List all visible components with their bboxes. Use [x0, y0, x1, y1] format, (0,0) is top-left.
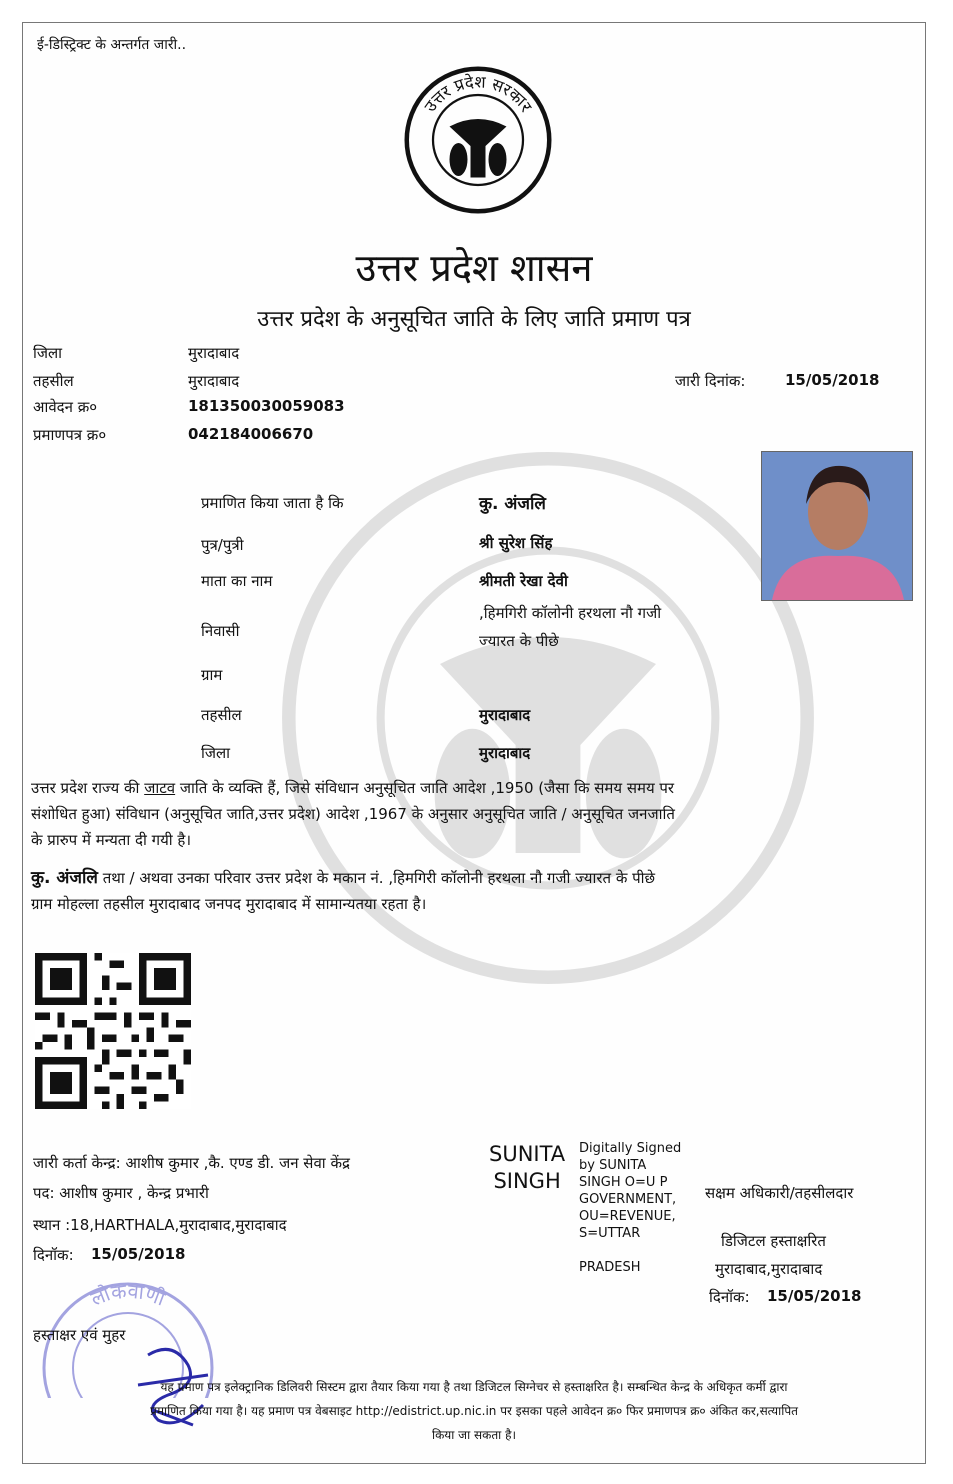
- top-note: ई-डिस्ट्रिक्ट के अन्तर्गत जारी..: [37, 37, 187, 53]
- issuer-post: पद: आशीष कुमार , केन्द्र प्रभारी: [33, 1184, 209, 1202]
- applicant-photo: [761, 451, 913, 601]
- digital-signature-details: Digitally Signed by SUNITA SINGH O=U P GOVERNMENT, OU=REVENUE, S=UTTAR PRADESH: [579, 1141, 682, 1275]
- footer-line2: प्रमाणित किया गया है। यह प्रमाण पत्र वेबसाइट http://edistrict.up.nic.in पर इसका पहले आवेदन क्र० फिर प्रमाणपत्र क्र० अंकित कर,सत्यापित: [150, 1404, 798, 1418]
- resident-label: निवासी: [201, 622, 240, 640]
- page-title: उत्तर प्रदेश शासन: [355, 246, 593, 290]
- detail-tehsil-value: मुरादाबाद: [479, 706, 531, 724]
- father-name: श्री सुरेश सिंह: [479, 534, 553, 552]
- certified-label: प्रमाणित किया जाता है कि: [201, 494, 344, 512]
- verification-note: [43, 1375, 905, 1447]
- qr-code[interactable]: [35, 953, 191, 1109]
- residence-text-line2: ग्राम मोहल्ला तहसील मुरादाबाद जनपद मुरादाबाद में सामान्यतया रहता है।: [31, 895, 427, 913]
- mother-name: श्रीमती रेखा देवी: [479, 572, 568, 590]
- detail-tehsil-label: तहसील: [201, 706, 242, 724]
- caste-name: जाटव: [144, 779, 176, 797]
- up-government-emblem: [403, 65, 553, 215]
- residence-text-line1: तथा / अथवा उनका परिवार उत्तर प्रदेश के मकान नं. ,हिमगिरी कॉलोनी हरथला नौ गजी ज्यारत के पीछे: [97, 869, 656, 887]
- mother-label: माता का नाम: [201, 572, 273, 590]
- resident-address-line1: ,हिमगिरी कॉलोनी हरथला नौ गजी: [479, 604, 662, 622]
- village-label: ग्राम: [201, 666, 223, 684]
- issue-date-value: 15/05/2018: [785, 371, 880, 389]
- application-label: आवेदन क्र०: [33, 398, 98, 416]
- resident-address-line2: ज्यारत के पीछे: [479, 632, 559, 650]
- authority-date-value: 15/05/2018: [767, 1287, 862, 1305]
- authority-title: सक्षम अधिकारी/तहसीलदार: [705, 1184, 854, 1202]
- svg-text:लोकवाणी: लोकवाणी: [87, 1278, 169, 1311]
- caste-declaration: [31, 775, 917, 853]
- application-number: 181350030059083: [188, 397, 345, 415]
- footer-line1: यह प्रमाण पत्र इलेक्ट्रानिक डिलिवरी सिस्टम द्वारा तैयार किया गया है तथा डिजिटल सिग्नेचर से हस्ताक्षरित है। सम्बन्धित केन्द्र के अधिकृत कर्मी द्वारा: [160, 1380, 788, 1394]
- certificate-subtitle: उत्तर प्रदेश के अनुसूचित जाति के लिए जाति प्रमाण पत्र: [257, 307, 691, 332]
- issuer-date-value: 15/05/2018: [91, 1245, 186, 1263]
- issuing-center: जारी कर्ता केन्द्र: आशीष कुमार ,कै. एण्ड डी. जन सेवा केंद्र: [33, 1154, 350, 1172]
- caste-text-after: जाति के व्यक्ति हैं, जिसे संविधान अनुसूचित जाति आदेश ,1950 (जैसा कि समय समय पर: [175, 779, 675, 797]
- tehsil-label: तहसील: [33, 372, 74, 390]
- digitally-signed-label: डिजिटल हस्ताक्षरित: [721, 1232, 826, 1250]
- residence-declaration: [31, 865, 917, 917]
- certificate-number: 042184006670: [188, 425, 314, 443]
- footer-line3: किया जा सकता है।: [431, 1428, 517, 1442]
- issuer-date-label: दिनॉक:: [33, 1246, 74, 1264]
- digital-signer-name: [489, 1141, 565, 1195]
- tehsil-value: मुरादाबाद: [188, 372, 240, 390]
- certificate-page: [22, 22, 926, 1464]
- signer-name-line1: SUNITA: [489, 1142, 566, 1166]
- district-value: मुरादाबाद: [188, 344, 240, 362]
- caste-text-before: उत्तर प्रदेश राज्य की: [31, 779, 145, 797]
- detail-district-label: जिला: [201, 744, 231, 762]
- certificate-label: प्रमाणपत्र क्र०: [33, 426, 107, 444]
- child-of-label: पुत्र/पुत्री: [201, 536, 244, 554]
- issue-date-label: जारी दिनांक:: [675, 372, 746, 390]
- caste-text-line3: के प्रारुप में मन्यता दी गयी है।: [31, 831, 192, 849]
- sign-and-seal-label: हस्ताक्षर एवं मुहर: [33, 1326, 126, 1344]
- authority-date-label: दिनॉक:: [709, 1288, 750, 1306]
- authority-place: मुरादाबाद,मुरादाबाद: [715, 1260, 823, 1278]
- issue-place: स्थान :18,HARTHALA,मुरादाबाद,मुरादाबाद: [33, 1216, 287, 1234]
- svg-text:उत्तर प्रदेश सरकार: उत्तर प्रदेश सरकार: [420, 72, 536, 116]
- caste-text-line2: संशोधित हुआ) संविधान (अनुसूचित जाति,उत्तर प्रदेश) आदेश ,1967 के अनुसार अनुसूचित जाति / अनुसूचित जनजाति: [31, 805, 675, 823]
- district-label: जिला: [33, 344, 63, 362]
- applicant-name: कु. अंजलि: [479, 494, 546, 514]
- signer-name-line2: SINGH: [493, 1169, 561, 1193]
- residence-applicant-name: कु. अंजलि: [31, 868, 98, 888]
- detail-district-value: मुरादाबाद: [479, 744, 531, 762]
